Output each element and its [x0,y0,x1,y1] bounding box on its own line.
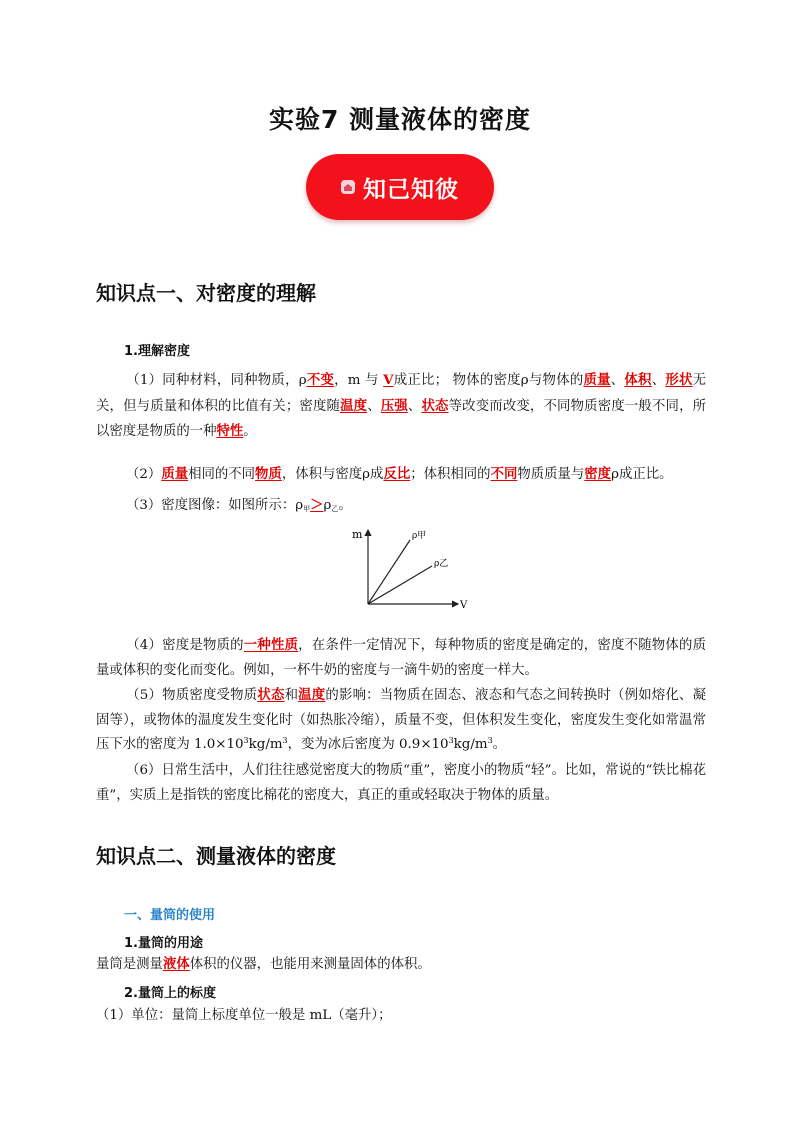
section2-subheading-1: 1.量筒的用途 [124,936,203,951]
key-term: 质量 [583,372,611,388]
y-axis-label: m [352,528,363,541]
key-term: 物质 [255,466,282,482]
x-axis-label: V [460,600,468,611]
section1-subheading: 1.理解密度 [124,344,190,359]
page-title: 实验7 测量液体的密度 [268,105,532,134]
key-term: 不同 [490,466,518,482]
key-term: 质量 [161,466,189,482]
key-term: 温度 [298,687,326,703]
key-term: 压强 [380,397,408,414]
badge-banner [306,154,494,220]
key-term: 液体 [162,956,190,972]
density-graph [346,524,476,614]
paragraph-4: （4）密度是物质的一种性质，在条件一定情况下，每种物质的密度是确定的，密度不随物体的质量或体积的变化而变化。例如，一杯牛奶的密度与一滴牛奶的密度一样大。 [96,637,707,678]
key-term: 状态 [421,397,449,414]
paragraph-5: （5）物质密度受物质状态和温度的影响：当物质在固态、液态和气态之间转换时（例如熔化、凝固等），或物体的温度发生变化时（如热胀冷缩），质量不变，但体积发生变化，密度发生变化如常温常压下水的密度为 $1.0\times 10^3kg/m^3$，变为冰后密度为 $0.9\times 10^3kg/m^3$。 [96,687,707,752]
key-term: 状态 [257,687,285,703]
key-term: ＞ [310,497,324,513]
badge-text: 知己知彼 [363,176,459,203]
key-term: V [383,372,394,388]
paragraph-6: （6）日常生活中，人们往往感觉密度大的物质“重”，密度小的物质“轻”。比如，常说的“铁比棉花重”，实质上是指铁的密度比棉花的密度大，真正的重或轻取决于物体的质量。 [96,763,706,803]
paragraph-8: （1）单位：量筒上标度单位一般是 mL（毫升）； [96,1008,392,1023]
key-term: 温度 [340,397,368,414]
line-label-jia: ρ甲 [412,531,427,541]
section2-heading: 知识点二、测量液体的密度 [96,844,336,868]
line-label-yi: ρ乙 [434,559,449,569]
line-rho-jia [368,540,410,604]
key-term: 密度 [584,466,612,482]
section1-heading: 知识点一、对密度的理解 [96,281,316,305]
section2-subheading-2: 2.量筒上的标度 [124,986,216,1001]
key-term: 一种性质 [243,637,299,653]
paragraph-1: （1）同种材料，同种物质，ρ不变，m 与 V成正比； 物体的密度ρ与物体的质量、体积、形状无关，但与质量和体积的比值有关；密度随温度、压强、状态等改变而改变，不同物质密度一般不同，所以密度是物质的一种特性。 [96,372,707,439]
key-term: 特性 [216,423,244,439]
section2-subheading-blue: 一、量筒的使用 [124,908,216,923]
home-icon [341,180,355,194]
paragraph-3: （3）密度图像：如图所示：$\rho_甲>\rho_乙$。 [126,497,352,513]
key-term: 体积 [624,372,652,388]
paragraph-7: 量筒是测量液体体积的仪器，也能用来测量固体的体积。 [96,956,431,972]
key-term: 不变 [306,372,335,388]
key-term: 反比 [383,466,411,482]
paragraph-2: （2）质量相同的不同物质，体积与密度ρ成反比；体积相同的不同物质质量与密度ρ成正比。 [126,466,673,482]
key-term: 形状 [665,372,693,388]
line-rho-yi [368,566,432,604]
